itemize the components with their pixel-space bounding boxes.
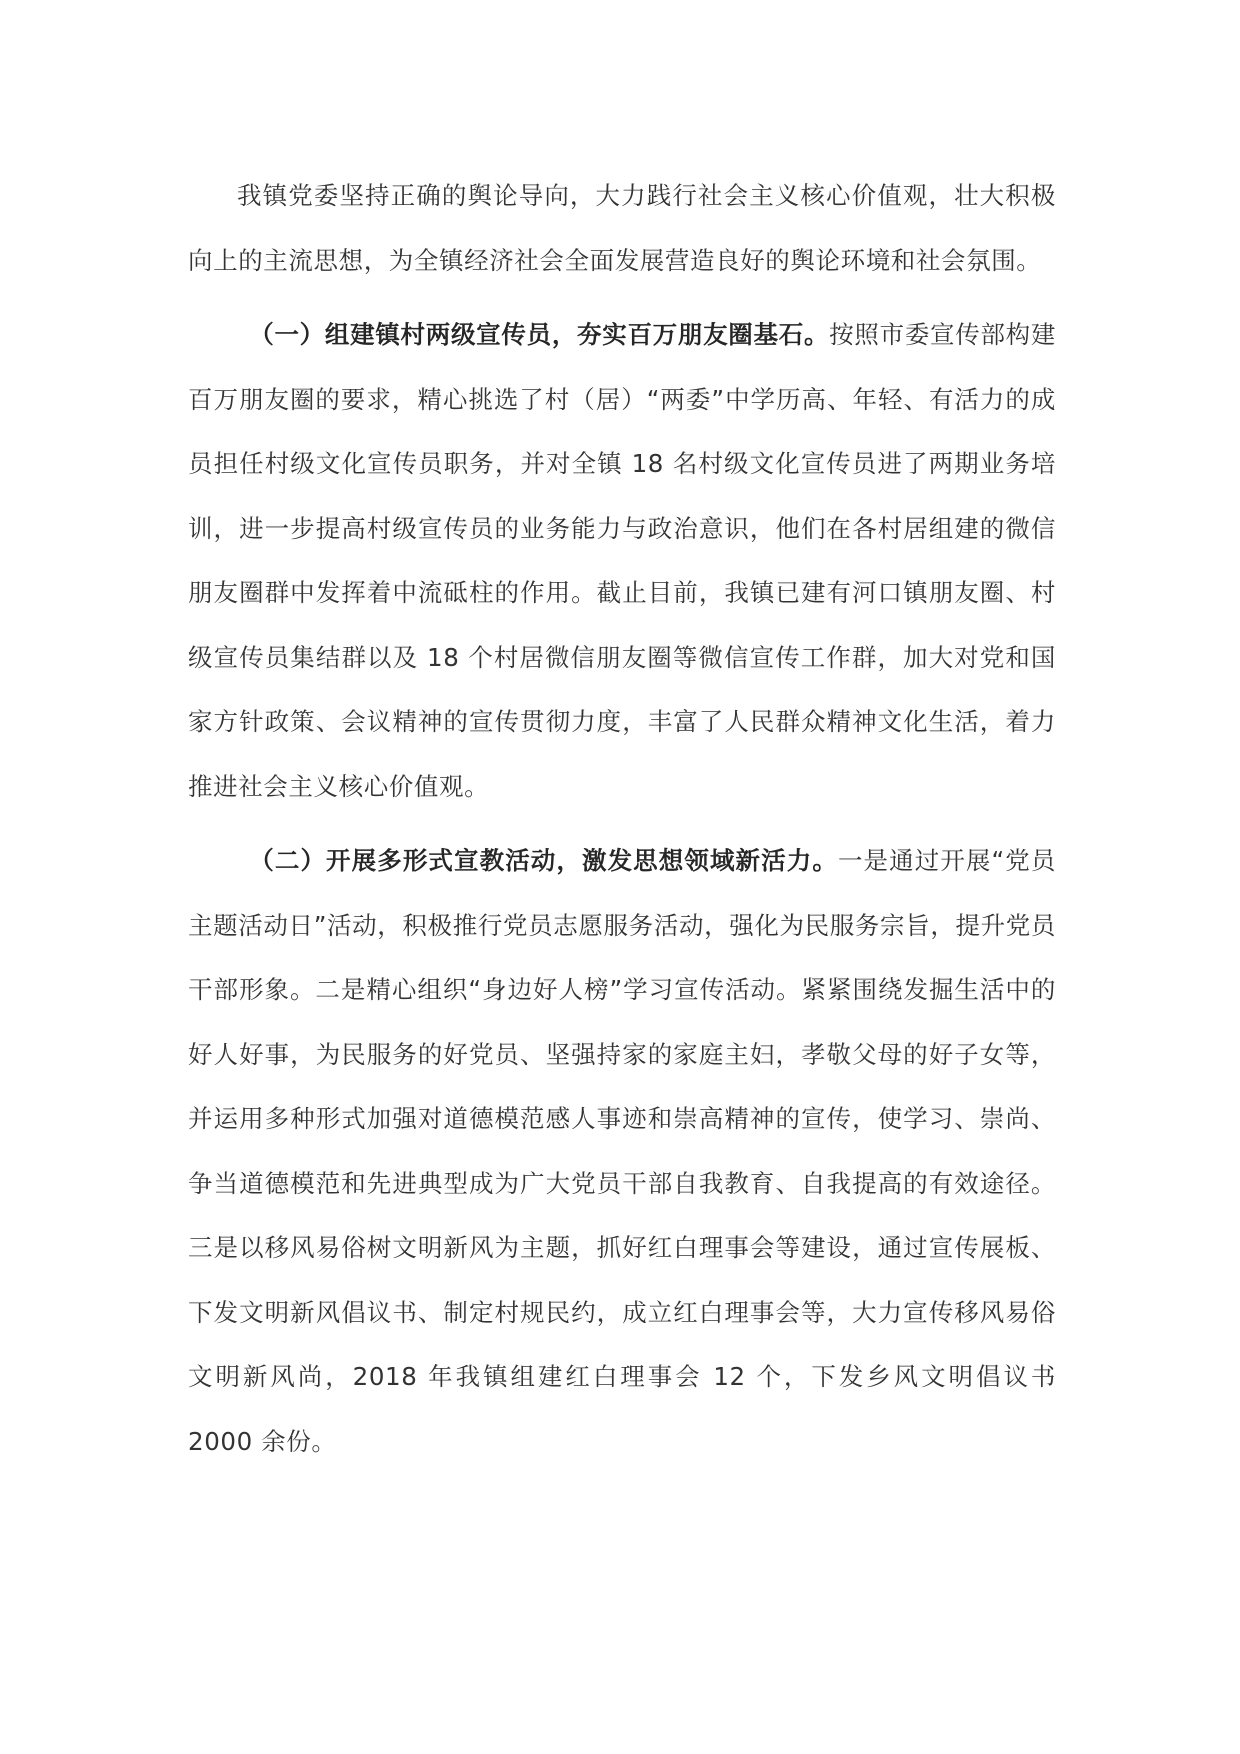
section-2-heading: （二）开展多形式宣教活动，激发思想领域新活力。 <box>249 846 838 875</box>
section-2-body: 一是通过开展“党员主题活动日”活动，积极推行党员志愿服务活动，强化为民服务宗旨，提升党员干部形象。二是精心组织“身边好人榜”学习宣传活动。紧紧围绕发掘生活中的好人好事，为民服务的好党员、坚强持家的家庭主妇，孝敬父母的好子女等，并运用多种形式加强对道德模范感人事迹和崇高精神的宣传，使学习、崇尚、争当道德模范和先进典型成为广大党员干部自我教育、自我提高的有效途径。三是以移风易俗树文明新风为主题，抓好红白理事会等建设，通过宣传展板、下发文明新风倡议书、制定村规民约，成立红白理事会等，大力宣传移风易俗文明新风尚，2018 年我镇组建红白理事会 12 个，下发乡风文明倡议书 2000 余份。 <box>188 846 1056 1456</box>
section-1-body: 按照市委宣传部构建百万朋友圈的要求，精心挑选了村（居）“两委”中学历高、年轻、有活力的成员担任村级文化宣传员职务，并对全镇 18 名村级文化宣传员进了两期业务培训，进一步提高村级宣传员的业务能力与政治意识，他们在各村居组建的微信朋友圈群中发挥着中流砥柱的作用。截止目前，我镇已建有河口镇朋友圈、村级宣传员集结群以及 18 个村居微信朋友圈等微信宣传工作群，加大对党和国家方针政策、会议精神的宣传贯彻力度，丰富了人民群众精神文化生活，着力推进社会主义核心价值观。 <box>188 320 1056 801</box>
section-1-paragraph <box>188 303 1056 819</box>
section-2-paragraph <box>188 829 1056 1474</box>
document-body <box>188 164 1056 1474</box>
section-1-heading: （一）组建镇村两级宣传员，夯实百万朋友圈基石。 <box>249 320 830 349</box>
intro-paragraph: 我镇党委坚持正确的舆论导向，大力践行社会主义核心价值观，壮大积极向上的主流思想，为全镇经济社会全面发展营造良好的舆论环境和社会氛围。 <box>188 181 1056 275</box>
